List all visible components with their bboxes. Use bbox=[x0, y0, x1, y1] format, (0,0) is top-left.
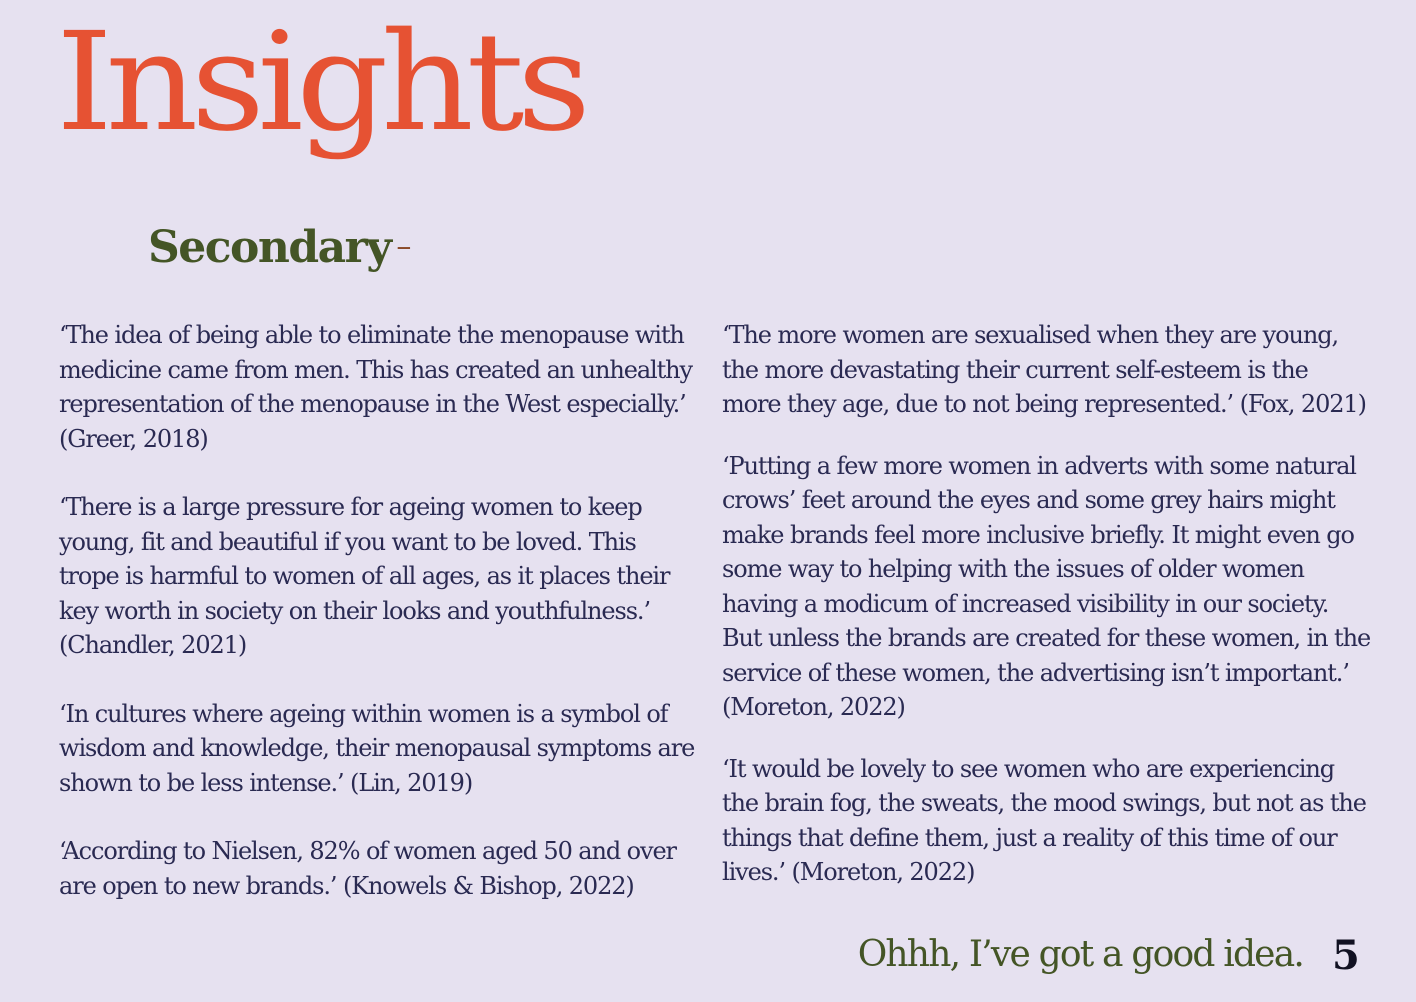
quote-chandler: ‘There is a large pressure for ageing women to keep young, fit and beautiful if you want to be loved. This trope is harmful to women of all ages, as it places their key worth in society on their looks and youthfulness.’ (Chandler, 2021) bbox=[59, 493, 670, 659]
section-heading-dash: – bbox=[396, 229, 410, 264]
quote-lin: ‘In cultures where ageing within women is a symbol of wisdom and knowledge, their menopausal symptoms are shown to be less intense.’ (Lin, 2019) bbox=[59, 699, 695, 797]
section-heading-text: Secondary bbox=[148, 222, 391, 273]
quote-knowels-bishop: ‘According to Nielsen, 82% of women aged 50 and over are open to new brands.’ (Knowels & Bishop, 2022) bbox=[59, 837, 676, 900]
footer-slogan: Ohhh, I’ve got a good idea. bbox=[857, 934, 1303, 975]
quotes-column-right bbox=[722, 318, 1372, 890]
section-heading bbox=[148, 222, 410, 275]
quote-moreton-adverts: ‘Putting a few more women in adverts with some natural crows’ feet around the eyes and some grey hairs might make brands feel more inclusive briefly. It might even go some way to helping with the issues of older women having a modicum of increased visibility in our society. But unless the brands are created for these women, in the service of these women, the advertising isn’t important.’ (Moreton, 2022) bbox=[722, 451, 1371, 721]
quote-moreton-lives: ‘It would be lovely to see women who are experiencing the brain fog, the sweats, the mood swings, but not as the things that define them, just a reality of this time of our lives.’ (Moreton, 2022) bbox=[722, 754, 1366, 886]
quote-fox: ‘The more women are sexualised when they are young, the more devastating their current self-esteem is the more they age, due to not being represented.’ (Fox, 2021) bbox=[722, 321, 1366, 418]
page-number: 5 bbox=[1332, 932, 1360, 979]
quotes-column-left bbox=[59, 318, 701, 903]
page-title: Insights bbox=[56, 4, 584, 162]
quote-greer: ‘The idea of being able to eliminate the menopause with medicine came from men. This has created an unhealthy representation of the menopause in the West especially.’ (Greer, 2018) bbox=[59, 321, 692, 453]
